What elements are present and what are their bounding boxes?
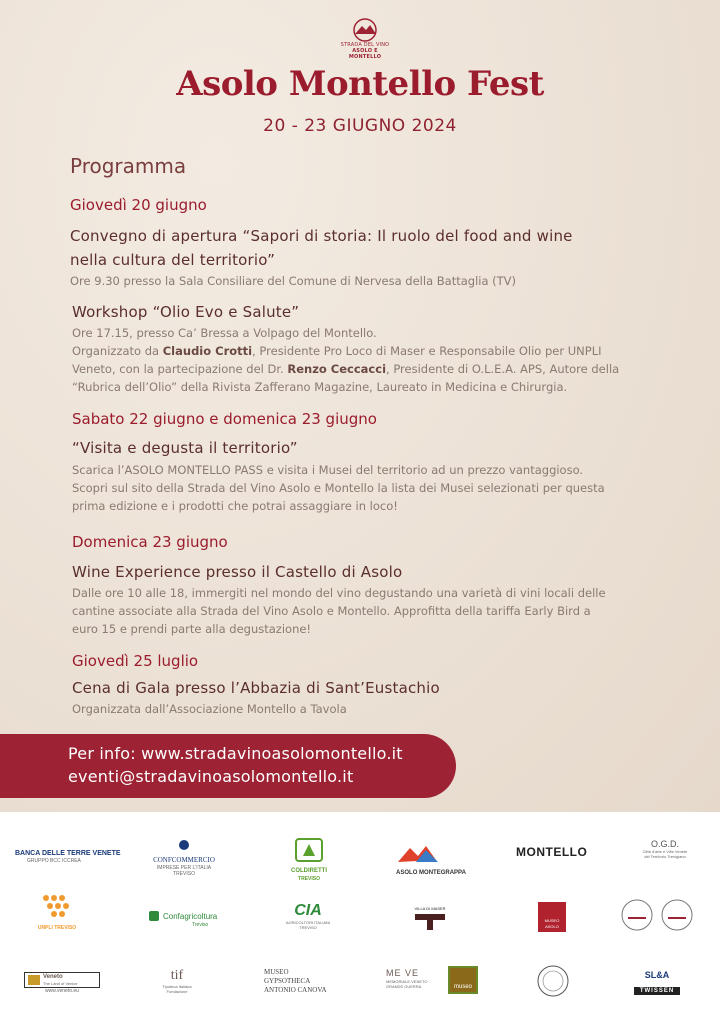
unpli-logo: UNPLI TREVISO xyxy=(36,892,78,931)
info-email-link[interactable]: eventi@stradavinoasolomontello.it xyxy=(68,767,354,786)
confagricoltura-logo: Confagricoltura Treviso xyxy=(148,910,226,928)
dots-grid-icon xyxy=(40,892,74,920)
wine-road-icon xyxy=(350,18,380,42)
montello-logo: MONTELLO xyxy=(516,845,588,859)
museo-asolo-logo: MUSEO ASOLO xyxy=(538,902,566,932)
event-title: “Visita e degusta il territorio” xyxy=(72,439,298,457)
mountains-icon xyxy=(396,842,466,864)
seals-icon xyxy=(620,898,694,932)
logo-line-1: STRADA DEL VINO xyxy=(340,42,390,48)
day-heading: Sabato 22 giugno e domenica 23 giugno xyxy=(72,410,377,428)
veneto-mark-icon xyxy=(28,975,40,985)
memoriale-logo: ME VE MEMORIALE VENETO GRANDE GUERRA xyxy=(386,968,428,989)
strada-vino-logo xyxy=(337,18,393,58)
event-description: Ore 17.15, presso Ca’ Bressa a Volpago del Montello. Organizzato da Claudio Crotti, Presidente Pro Loco di Maser e Responsabile Olio per UNPLI Veneto, con la partecipazione del Dr. Renzo Ceccacci, Presidente di O.L.E.A. APS, Autore della “Rubrica dell’Olio” della Rivista Zafferano Magazine, Laureato in Medicina e Chirurgia. xyxy=(72,326,620,394)
emblem-icon xyxy=(177,839,191,851)
seal-logo xyxy=(536,964,570,1003)
day-heading: Giovedì 25 luglio xyxy=(72,652,199,670)
coldiretti-icon xyxy=(295,838,323,862)
event-dates: 20 - 23 GIUGNO 2024 xyxy=(263,116,457,136)
event-title: Workshop “Olio Evo e Salute” xyxy=(72,303,300,321)
sla-twissen-logo: SL&A TWISSEN xyxy=(634,970,680,995)
canova-museum-logo: MUSEO GYPSOTHECA ANTONIO CANOVA xyxy=(264,968,327,994)
museo-green-logo: museo xyxy=(448,966,478,994)
event-description: Organizzata dall’Associazione Montello a Tavola xyxy=(72,702,347,716)
banca-terre-venete-logo: BANCA DELLE TERRE VENETE GRUPPO BCC ICCREA xyxy=(12,848,118,864)
villa-maser-logo: VILLA DI MASER xyxy=(410,906,450,935)
event-title: Wine Experience presso il Castello di Asolo xyxy=(72,563,403,581)
confcommercio-logo: CONFCOMMERCIO IMPRESE PER L'ITALIA TREVISO xyxy=(148,838,220,877)
page-title: Asolo Montello Fest xyxy=(176,64,544,104)
day-heading: Giovedì 20 giugno xyxy=(70,196,207,214)
sponsor-strip xyxy=(0,812,720,1023)
programma-heading: Programma xyxy=(70,154,187,178)
event-title: Convegno di apertura “Sapori di storia: Il ruolo del food and wine nella cultura del territorio” xyxy=(70,227,573,269)
tif-logo: tif Tipoteca Italiana Fondazione xyxy=(162,968,192,994)
event-description: Ore 9.30 presso la Sala Consiliare del Comune di Nervesa della Battaglia (TV) xyxy=(70,274,517,288)
ogd-logo: O.G.D. Città d'arte e Ville Venete del Territorio Trevigiano xyxy=(642,839,688,859)
info-website-link[interactable]: Per info: www.stradavinoasolomontello.it xyxy=(68,744,403,763)
round-seal-icon xyxy=(536,964,570,998)
leaf-icon xyxy=(148,910,160,922)
logo-line-2: ASOLO E MONTELLO xyxy=(348,48,382,60)
event-title: Cena di Gala presso l’Abbazia di Sant’Eustachio xyxy=(72,679,440,697)
villa-icon xyxy=(413,912,447,930)
event-description: Scarica l’ASOLO MONTELLO PASS e visita i Musei del territorio ad un prezzo vantaggioso. Scopri sul sito della Strada del Vino Asolo e Montello la lista dei Musei selezionati per questa prima edizione e i prodotti che potrai assaggiare in loco! xyxy=(72,463,605,513)
cia-logo: CIA AGRICOLTORI ITALIANI TREVISO xyxy=(285,902,331,930)
consorzi-seals-logo xyxy=(620,898,694,937)
coldiretti-logo: COLDIRETTI TREVISO xyxy=(290,838,328,882)
asolo-montegrappa-logo: ASOLO MONTEGRAPPA xyxy=(396,842,466,878)
day-heading: Domenica 23 giugno xyxy=(72,533,228,551)
veneto-logo: Veneto The Land of Venice www.veneto.eu xyxy=(24,972,100,994)
info-banner xyxy=(0,734,456,798)
event-description: Dalle ore 10 alle 18, immergiti nel mondo del vino degustando una varietà di vini locali delle cantine associate alla Strada del Vino Asolo e Montello. Approfitta della tariffa Early Bird a euro 15 e prendi parte alla degustazione! xyxy=(72,586,606,636)
